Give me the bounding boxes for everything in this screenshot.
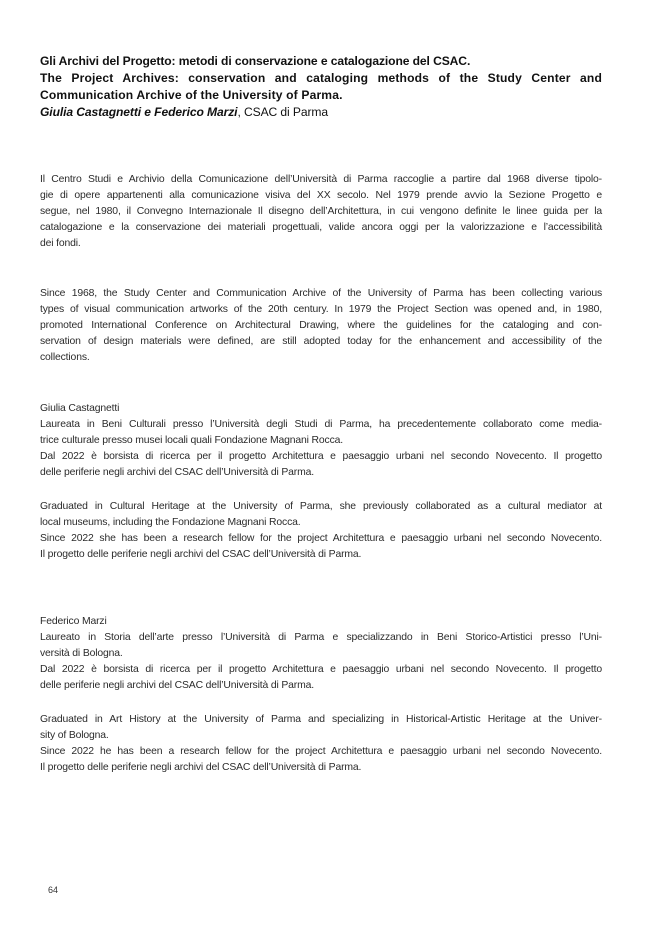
author-name: Federico Marzi [40,616,107,627]
bio-line: Il progetto delle periferie negli archivi del CSAC dell’Università di Parma. [40,548,362,560]
abstract-en-line: types of visual communication artworks of the 20th century. In 1979 the Project Section was opened and, in 1980, [40,303,602,315]
author-names: Giulia Castagnetti e Federico Marzi [40,105,238,119]
bio-line: local museums, including the Fondazione Magnani Rocca. [40,516,301,528]
bio-line: trice culturale presso musei locali quali Fondazione Magnani Rocca. [40,434,343,446]
abstract-en-line: collections. [40,351,90,363]
abstract-it-line: segue, nel 1980, il Convegno Internazionale Il disegno dell’Architettura, in cui vengono definite le linee guida per la [40,205,602,217]
bio-line: Dal 2022 è borsista di ricerca per il progetto Architettura e paesaggio urbani nel secondo Novecento. Il progetto [40,450,602,462]
abstract-en-line: Since 1968, the Study Center and Communication Archive of the University of Parma has been collecting various [40,288,602,299]
bio-line: Since 2022 she has been a research fellow for the project Architettura e paesaggio urbani nel secondo Novecento. [40,532,602,544]
abstract-it-line: gie di opere appartenenti alla comunicazione visiva del XX secolo. Nel 1979 prende avvio la Sezione Progetto e [40,189,602,201]
bio-line: Il progetto delle periferie negli archivi del CSAC dell’Università di Parma. [40,761,362,773]
bio-line: versità di Bologna. [40,647,123,659]
page-number: 64 [48,885,59,895]
abstract-en-line: servation of design materials were defined, are still adopted today for the enhancement and accessibility of the [40,335,602,347]
bio-line: Dal 2022 è borsista di ricerca per il progetto Architettura e paesaggio urbani nel secondo Novecento. Il progetto [40,663,602,675]
authors-affiliation [40,104,602,121]
abstract-en-line: promoted International Conference on Architectural Drawing, where the guidelines for the cataloging and con- [40,319,602,331]
title-english-line-1: The Project Archives: conservation and cataloging methods of the Study Center and [40,71,602,85]
bio-castagnetti-english [40,499,602,563]
bio-line: Graduated in Cultural Heritage at the University of Parma, she previously collaborated as a cultural mediator at [40,501,602,512]
bio-line: Laureato in Storia dell’arte presso l’Università di Parma e specializzando in Beni Storico-Artistici presso l’Uni- [40,631,602,643]
bio-line: Since 2022 he has been a research fellow for the project Architettura e paesaggio urbani nel secondo Novecento. [40,745,602,757]
bio-line: sity of Bologna. [40,729,109,741]
bio-line: Graduated in Art History at the University of Parma and specializing in Historical-Artistic Heritage at the Univer- [40,714,602,725]
title-italian: Gli Archivi del Progetto: metodi di conservazione e catalogazione del CSAC. [40,54,471,68]
bio-castagnetti-italian [40,401,602,481]
abstract-it-line: catalogazione e la conservazione dei materiali progettuali, valide ancora oggi per la valorizzazione e l’accessibilità [40,221,602,233]
bio-line: delle periferie negli archivi del CSAC dell’Università di Parma. [40,466,314,478]
abstract-it-line: dei fondi. [40,237,81,249]
abstract-it-line: Il Centro Studi e Archivio della Comunicazione dell’Università di Parma raccoglie a partire dal 1968 diverse tipolo- [40,174,602,185]
article-header [40,53,602,121]
bio-marzi-english [40,712,602,776]
bio-line: delle periferie negli archivi del CSAC dell’Università di Parma. [40,679,314,691]
abstract-italian [40,172,602,252]
author-name: Giulia Castagnetti [40,403,120,414]
affiliation: , CSAC di Parma [237,105,329,119]
title-english-line-2: Communication Archive of the University of Parma. [40,88,343,102]
bio-line: Laureata in Beni Culturali presso l’Università degli Studi di Parma, ha precedentemente collaborato come media- [40,418,602,430]
bio-marzi-italian [40,614,602,694]
abstract-english [40,286,602,366]
